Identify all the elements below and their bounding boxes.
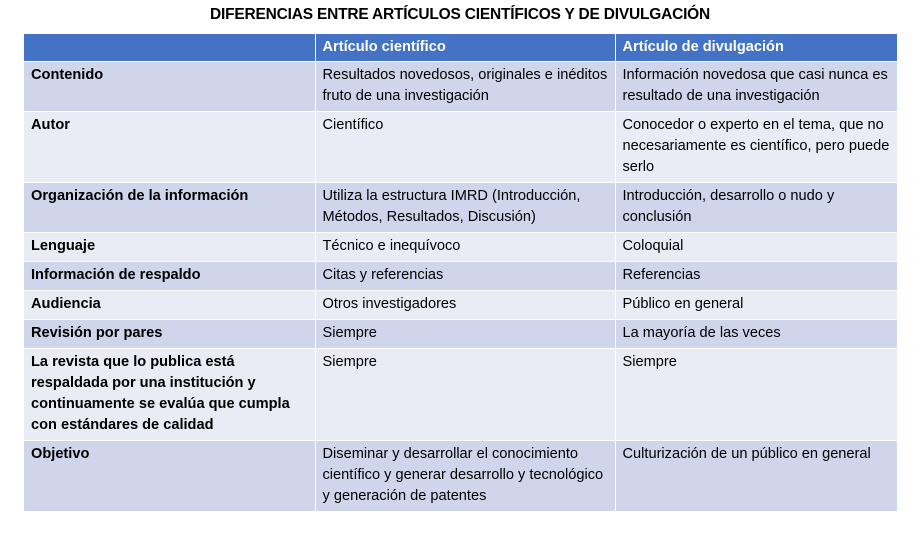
table-row	[24, 183, 897, 233]
comparison-table	[24, 34, 897, 512]
row-divulgacion: Conocedor o experto en el tema, que no necesariamente es científico, pero puede serlo	[615, 112, 897, 183]
row-criterion: Objetivo	[24, 441, 315, 512]
header-criterion	[24, 34, 315, 62]
table-row	[24, 233, 897, 262]
table-row	[24, 112, 897, 183]
table-row	[24, 62, 897, 112]
header-cientifico: Artículo científico	[315, 34, 615, 62]
row-divulgacion: Referencias	[615, 262, 897, 291]
table-body	[24, 62, 897, 512]
row-cientifico: Otros investigadores	[315, 291, 615, 320]
row-criterion: Información de respaldo	[24, 262, 315, 291]
table-row	[24, 320, 897, 349]
page-title: DIFERENCIAS ENTRE ARTÍCULOS CIENTÍFICOS Y DE DIVULGACIÓN	[209, 6, 711, 23]
row-criterion: La revista que lo publica está respaldada por una institución y continuamente se evalúa que cumpla con estándares de calidad	[24, 349, 315, 441]
row-cientifico: Resultados novedosos, originales e inéditos fruto de una investigación	[315, 62, 615, 112]
row-divulgacion: Introducción, desarrollo o nudo y conclusión	[615, 183, 897, 233]
row-criterion: Contenido	[24, 62, 315, 112]
row-divulgacion: Información novedosa que casi nunca es resultado de una investigación	[615, 62, 897, 112]
row-divulgacion: Coloquial	[615, 233, 897, 262]
row-divulgacion: La mayoría de las veces	[615, 320, 897, 349]
table-row	[24, 291, 897, 320]
table-header	[24, 34, 897, 62]
row-criterion: Autor	[24, 112, 315, 183]
row-cientifico: Siempre	[315, 320, 615, 349]
row-criterion: Revisión por pares	[24, 320, 315, 349]
row-criterion: Organización de la información	[24, 183, 315, 233]
row-cientifico: Citas y referencias	[315, 262, 615, 291]
row-criterion: Audiencia	[24, 291, 315, 320]
header-row	[24, 34, 897, 62]
row-cientifico: Utiliza la estructura IMRD (Introducción, Métodos, Resultados, Discusión)	[315, 183, 615, 233]
row-cientifico: Técnico e inequívoco	[315, 233, 615, 262]
row-cientifico: Diseminar y desarrollar el conocimiento científico y generar desarrollo y tecnológico y generación de patentes	[315, 441, 615, 512]
row-divulgacion: Público en general	[615, 291, 897, 320]
row-divulgacion: Culturización de un público en general	[615, 441, 897, 512]
row-cientifico: Científico	[315, 112, 615, 183]
table-row	[24, 262, 897, 291]
row-divulgacion: Siempre	[615, 349, 897, 441]
row-cientifico: Siempre	[315, 349, 615, 441]
table-row	[24, 349, 897, 441]
table-row	[24, 441, 897, 512]
header-divulgacion: Artículo de divulgación	[615, 34, 897, 62]
row-criterion: Lenguaje	[24, 233, 315, 262]
